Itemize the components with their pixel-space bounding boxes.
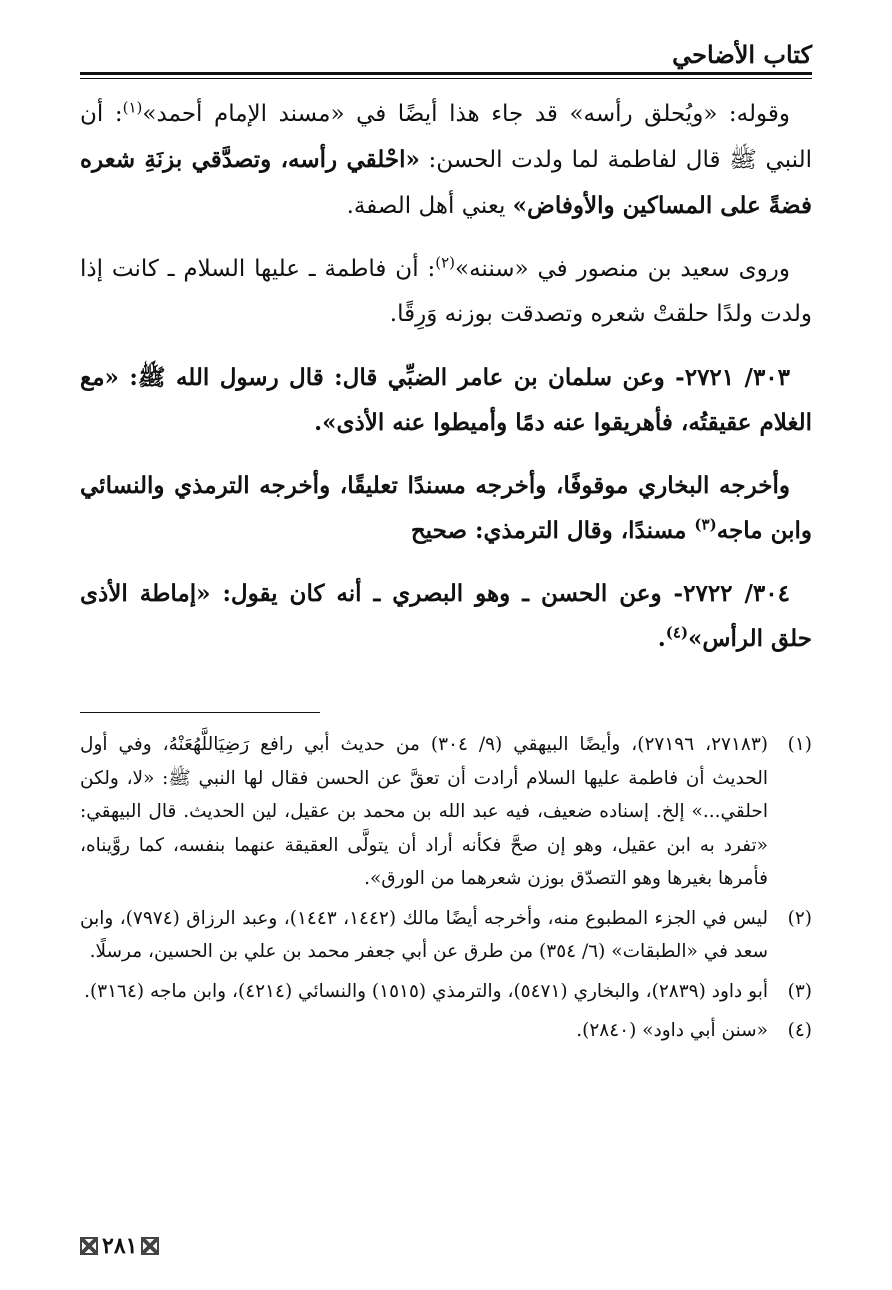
footnote-3 [80, 975, 812, 1009]
footnote-1 [80, 728, 812, 896]
footnote-number: (٢) [787, 907, 812, 929]
header-rule-thick [80, 72, 812, 75]
paragraph-1-cont: : أن النبي ﷺ قال لفاطمة لما ولدت الحسن: [80, 101, 813, 173]
hadith-304 [80, 571, 812, 661]
footnote-separator [80, 712, 320, 713]
footnote-text: «سنن أبي داود» (٢٨٤٠). [576, 1020, 768, 1041]
footnote-2 [80, 902, 812, 969]
footnote-ref-3: (٣) [694, 515, 717, 534]
paragraph-1-lead: وقوله: «ويُحلق رأسه» قد جاء هذا أيضًا في «مسند الإمام أحمد» [142, 101, 791, 127]
main-text [80, 92, 812, 679]
footnote-text: أبو داود (٢٨٣٩)، والبخاري (٥٤٧١)، والترمذي (١٥١٥) والنسائي (٤٢١٤)، وابن ماجه (٣١٦٤). [84, 980, 768, 1002]
paragraph-2-tail: : أن فاطمة ـ عليها السلام ـ كانت إذا ولدت ولدًا حلقتْ شعره وتصدقت بوزنه وَرِقًا. [80, 256, 812, 327]
hadith-304-text: ٣٠٤/ ٢٧٢٢- وعن الحسن ـ وهو البصري ـ أنه كان يقول: «إماطة الأذى حلق الرأس» [80, 580, 812, 652]
paragraph-4 [80, 463, 812, 553]
footnote-number: (١) [787, 734, 812, 755]
paragraph-2 [80, 247, 812, 337]
footnote-ref-4: (٤) [665, 623, 689, 642]
footnote-number: (٤) [787, 1020, 812, 1041]
header-rule-thin [80, 78, 812, 79]
running-head-title: كتاب الأضاحي [672, 40, 812, 69]
page-footer [80, 1233, 159, 1259]
paragraph-4-lead: وأخرجه البخاري موقوفًا، وأخرجه مسندًا تعليقًا، وأخرجه الترمذي والنسائي وابن ماجه [80, 472, 812, 544]
footnote-text: ليس في الجزء المطبوع منه، وأخرجه أيضًا مالك (١٤٤٢، ١٤٤٣)، وعبد الرزاق (٧٩٧٤)، وابن سعد في «الطبقات» (٦/ ٣٥٤) من طرق عن أبي جعفر محمد بن علي بن الحسين، مرسلًا. [80, 907, 768, 962]
paragraph-4-tail: مسندًا، وقال الترمذي: صحيح [410, 517, 695, 544]
footnote-ref-1: (١) [122, 98, 143, 117]
paragraph-1 [80, 92, 812, 229]
hadith-303 [80, 355, 812, 445]
paragraph-2-lead: وروى سعيد بن منصور في «سننه» [455, 256, 790, 282]
footnote-ref-2: (٢) [435, 253, 455, 272]
paragraph-1-tail: يعني أهل الصفة. [346, 193, 513, 219]
footnote-text: (٢٧١٨٣، ٢٧١٩٦)، وأيضًا البيهقي (٩/ ٣٠٤) من حديث أبي رافع رَضِيَاللَّهُعَنْهُ، وفي أول الحديث أن فاطمة عليها السلام أرادت أن تعقَّ عن الحسن فقال لها النبي ﷺ: «لا، ولكن احلقي...» إلخ. إسناده ضعيف، فيه عبد الله بن محمد بن عقيل، لين الحديث. قال البيهقي: «تفرد به ابن عقيل، وهو إن صحَّ فكأنه أراد أن يتولَّى العقيقة عنهما بنفسه، كما روَّيناه، فأمرها بغيرها وهو التصدّق بوزن شعرهما من الورق». [80, 734, 768, 889]
ornament-icon [80, 1237, 98, 1255]
hadith-304-tail: . [657, 625, 666, 652]
page-number: ٢٨١ [102, 1233, 138, 1259]
footnotes [80, 728, 812, 1054]
footnote-4 [80, 1014, 812, 1048]
hadith-303-text: ٣٠٣/ ٢٧٢١- وعن سلمان بن عامر الضبِّي قال: قال رسول الله ﷺ: «مع الغلام عقيقتُه، فأهريقوا عنه دمًا وأميطوا عنه الأذى». [80, 364, 812, 436]
paragraph-1-hadith: «احْلقي رأسه، وتصدَّقي بزنَةِ شعره فضةً على المساكين والأوفاض» [80, 146, 812, 219]
footnote-number: (٣) [787, 980, 812, 1002]
ornament-icon [141, 1237, 159, 1255]
